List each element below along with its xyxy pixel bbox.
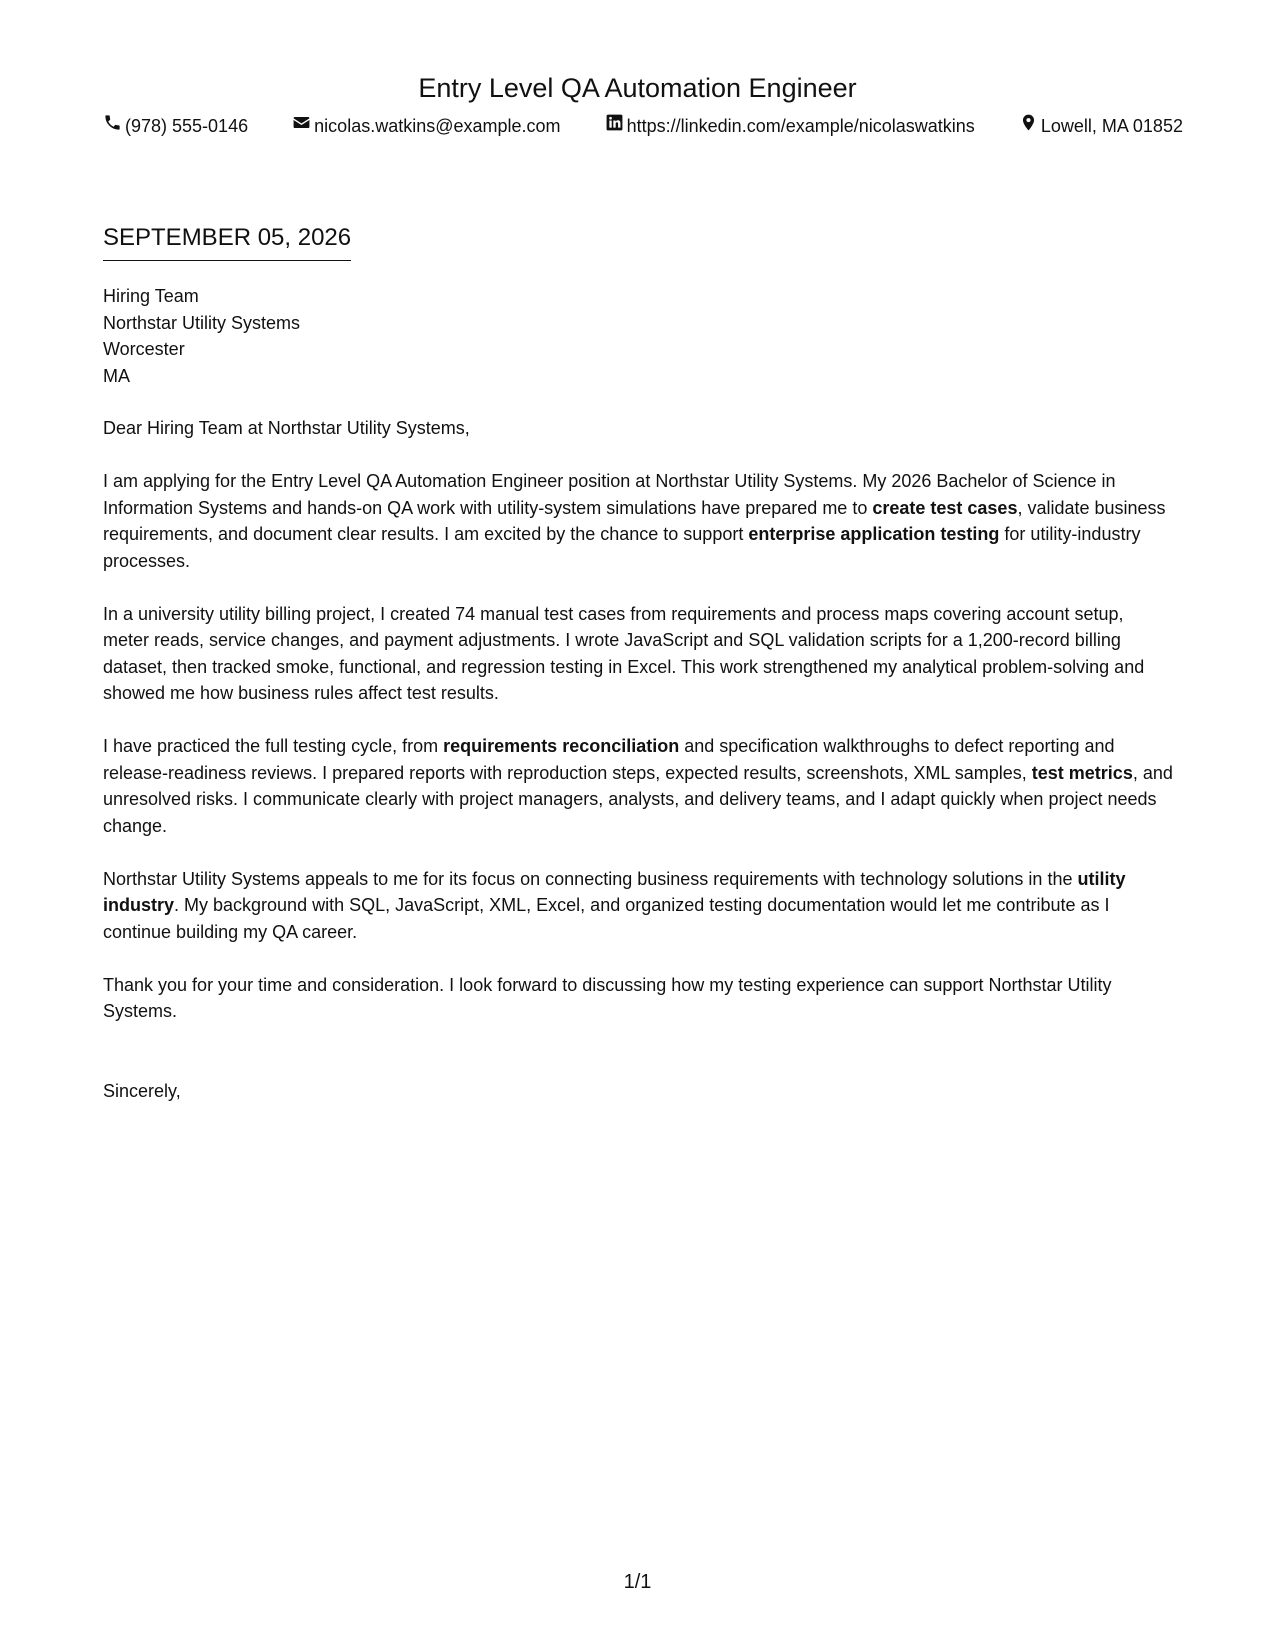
linkedin-link[interactable]: https://linkedin.com/example/nicolaswatkins: [626, 115, 975, 136]
map-pin-icon: [1019, 113, 1038, 138]
paragraph-thanks: Thank you for your time and consideration. I look forward to discussing how my testing experience can support Northstar Utility Systems.: [103, 974, 1112, 1021]
recipient-line: Northstar Utility Systems: [103, 312, 301, 333]
phone-icon: [103, 113, 122, 138]
recipient-address: [103, 283, 1173, 389]
page-title: Entry Level QA Automation Engineer: [418, 73, 857, 103]
paragraph-company-fit: Northstar Utility Systems appeals to me for its focus on connecting business requirements with technology solutions in the utility industry. My background with SQL, JavaScript, XML, Excel, and organized testing documentation would let me contribute as I continue building my QA career.: [103, 868, 1126, 942]
letter-body: [103, 283, 1173, 1131]
closing: Sincerely,: [103, 1080, 181, 1101]
highlight-test-metrics: test metrics: [1031, 762, 1133, 783]
salutation: Dear Hiring Team at Northstar Utility Systems,: [103, 418, 470, 438]
recipient-line: MA: [103, 365, 130, 386]
contact-phone: [103, 113, 248, 138]
phone-text: (978) 555-0146: [125, 115, 249, 136]
linkedin-icon: [605, 113, 624, 138]
date-block: [103, 222, 351, 261]
email-link[interactable]: nicolas.watkins@example.com: [314, 115, 561, 136]
page-indicator: 1/1: [623, 1571, 652, 1593]
paragraph-intro: I am applying for the Entry Level QA Automation Engineer position at Northstar Utility Systems. My 2026 Bachelor of Science in Information Systems and hands-on QA work with utility-system simulations have prepared me to create test cases, validate business requirements, and document clear results. I am excited by the chance to support enterprise application testing for utility-industry processes.: [103, 471, 1166, 571]
contact-email[interactable]: [292, 113, 560, 138]
envelope-icon: [292, 113, 311, 138]
highlight-enterprise-testing: enterprise application testing: [748, 524, 1000, 544]
contact-bar: [103, 113, 1183, 138]
recipient-line: Hiring Team: [103, 286, 199, 306]
highlight-utility-industry: utility industry: [103, 868, 1126, 915]
letter-date: SEPTEMBER 05, 2026: [103, 222, 351, 261]
contact-linkedin[interactable]: [605, 113, 975, 138]
highlight-requirements-reconciliation: requirements reconciliation: [443, 736, 680, 756]
contact-location: [1019, 113, 1183, 138]
paragraph-testing-cycle: I have practiced the full testing cycle, from requirements reconciliation and specification walkthroughs to defect reporting and release-readiness reviews. I prepared reports with reproduction steps, expected results, screenshots, XML samples, test metrics, and unresolved risks. I communicate clearly with project managers, analysts, and delivery teams, and I adapt quickly when project needs change.: [103, 736, 1173, 836]
highlight-create-test-cases: create test cases: [872, 497, 1018, 518]
location-text: Lowell, MA 01852: [1040, 115, 1183, 136]
paragraph-project: In a university utility billing project, I created 74 manual test cases from requirements and process maps covering account setup, meter reads, service changes, and payment adjustments. I wrote JavaScript and SQL validation scripts for a 1,200-record billing dataset, then tracked smoke, functional, and regression testing in Excel. This work strengthened my analytical problem-solving and showed me how business rules affect test results.: [103, 603, 1145, 703]
recipient-line: Worcester: [103, 339, 185, 359]
